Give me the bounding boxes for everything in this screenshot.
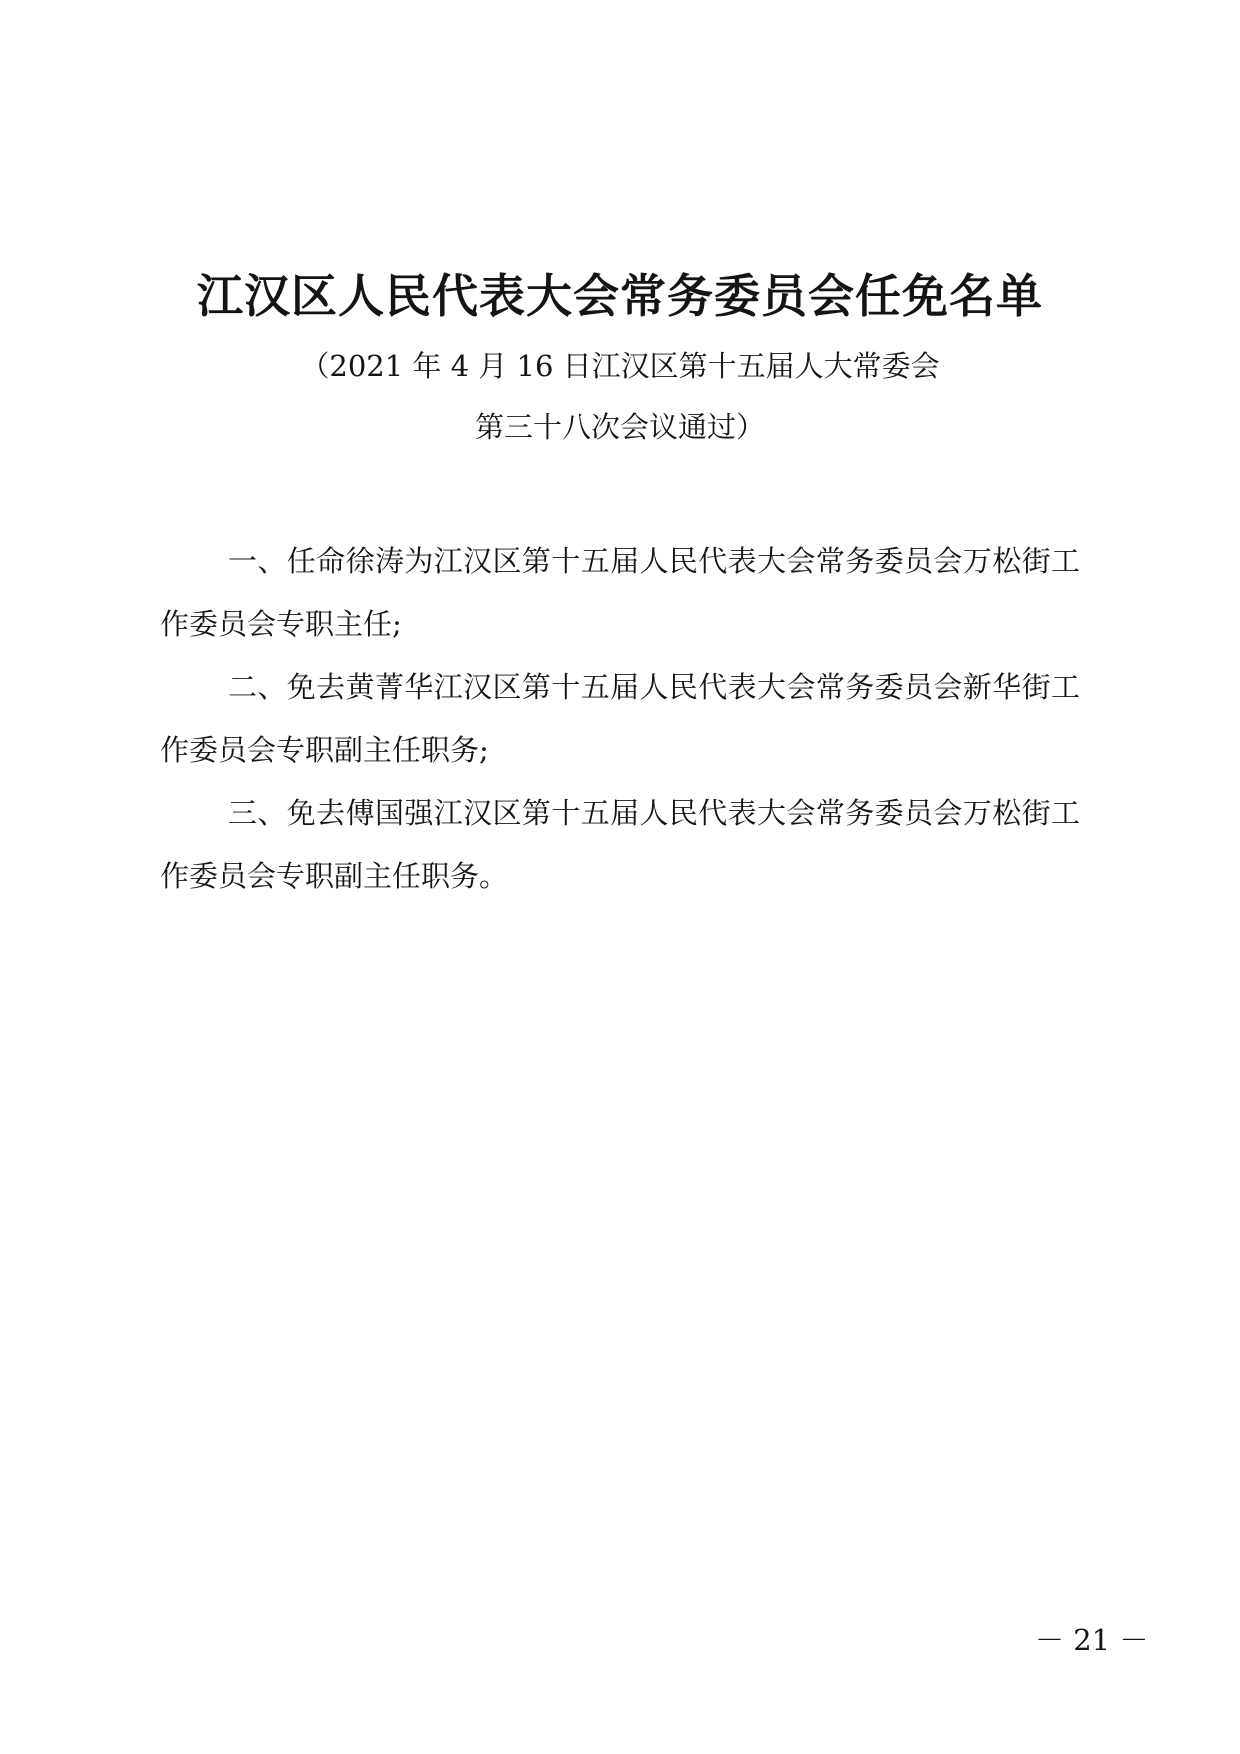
page-number: － 21 － [1035,1623,1149,1657]
document-subtitle-line-2: 第三十八次会议通过） [474,410,765,444]
removal-item-2: 二、免去黄菁华江汉区第十五届人民代表大会常务委员会新华街工作委员会专职副主任职务; [160,670,1080,767]
document-body [160,530,1080,908]
document-title: 江汉区人民代表大会常务委员会任免名单 [197,269,1043,323]
removal-item-3: 三、免去傅国强江汉区第十五届人民代表大会常务委员会万松街工作委员会专职副主任职务。 [160,796,1080,893]
document-subtitle-line-1: （2021 年 4 月 16 日江汉区第十五届人大常委会 [300,349,940,383]
appointment-item-1: 一、任命徐涛为江汉区第十五届人民代表大会常务委员会万松街工作委员会专职主任; [160,544,1080,641]
